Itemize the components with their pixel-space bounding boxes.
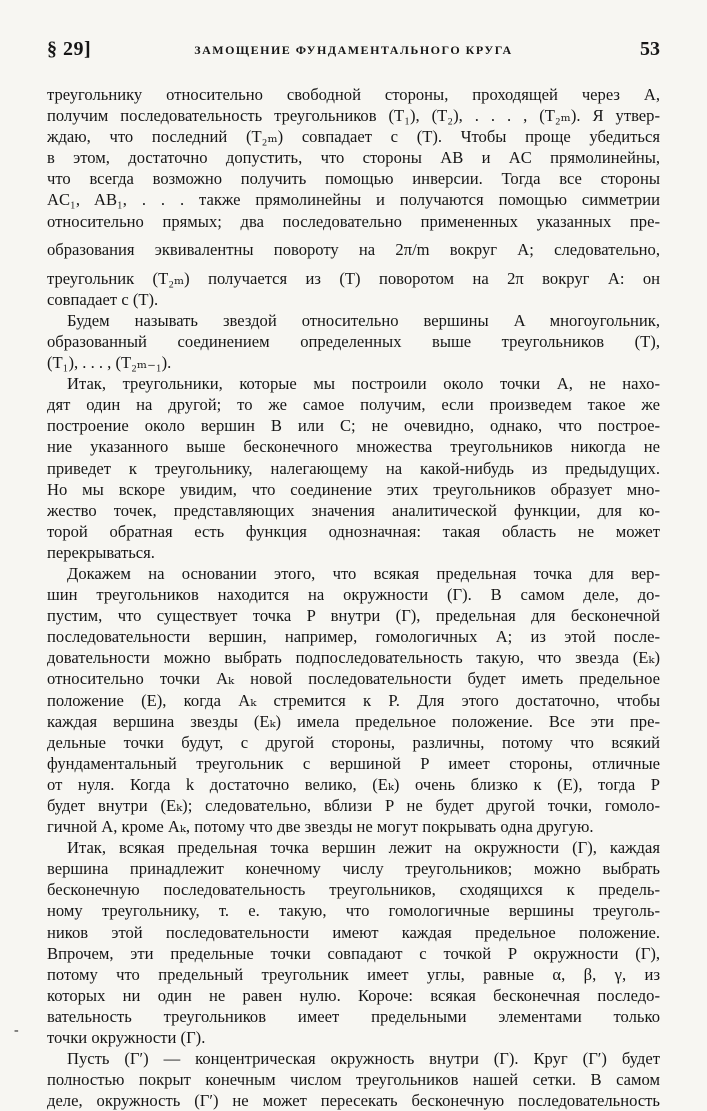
text-line: бесконечную последовательность треугольников, сходящихся к предель- <box>47 880 660 900</box>
text-line: перекрываться. <box>47 542 155 562</box>
text-line: совпадает с (T). <box>47 289 159 309</box>
text-line: торой обратная есть функция однозначная: такая область не может <box>47 521 660 541</box>
text-line: дельные точки будут, с другой стороны, различны, потому что всякий <box>47 732 660 752</box>
text-line: потому что предельный треугольник имеет углы, равные α, β, γ, из <box>47 964 660 984</box>
margin-mark: - <box>14 1023 19 1038</box>
running-header <box>47 38 660 66</box>
text-line: полностью покрыт конечным числом треугольников нашей сетки. В самом <box>47 1070 660 1090</box>
text-line: получим последовательность треугольников (T₁), (T₂), . . . , (T₂ₘ). Я утвер- <box>47 106 660 126</box>
body-text <box>47 84 660 1111</box>
text-line: построение около вершин B или C; не очевидно, однако, что построе- <box>47 416 660 436</box>
text-line: ников этой последовательности имеют каждая предельное положение. <box>47 922 660 942</box>
text-line: ждаю, что последний (T₂ₘ) совпадает с (T). Чтобы проще убедиться <box>47 127 660 147</box>
text-line: ние указанного выше бесконечного множества треугольников никогда не <box>47 437 660 457</box>
text-line: образованный соединением определенных выше треугольников (T), <box>47 331 660 351</box>
paragraph-start: Итак, всякая предельная точка вершин лежит на окружности (Γ), каждая <box>67 838 660 858</box>
text-line: довательности можно выбрать подпоследовательность такую, что звезда (Eₖ) <box>47 648 660 668</box>
text-line: треугольнику относительно свободной стороны, проходящей через A, <box>47 85 660 104</box>
text-line: точки окружности (Γ). <box>47 1028 206 1048</box>
chapter-title: ЗАМОЩЕНИЕ ФУНДАМЕНТАЛЬНОГО КРУГА <box>194 43 513 57</box>
text-line-with-fraction: образования эквивалентны повороту на 2π/m вокруг A; следовательно, <box>47 239 660 259</box>
text-line: фундаментальный треугольник с вершиной P имеет стороны, отличные <box>47 753 660 773</box>
text-line: каждая вершина звезды (Eₖ) имела предельное положение. Все эти пре- <box>47 711 660 731</box>
text-line: пустим, что существует точка P внутри (Γ), предельная для бесконечной <box>47 606 660 626</box>
section-number: § 29] <box>47 38 92 60</box>
text-line: положение (E), когда Aₖ стремится к P. Для этого достаточно, чтобы <box>47 690 660 710</box>
text-line: AC₁, AB₁, . . . также прямолинейны и получаются помощью симметрии <box>47 190 660 210</box>
text-line: треугольник (T₂ₘ) получается из (T) поворотом на 2π вокруг A: он <box>47 268 660 288</box>
text-line: деле, окружность (Γ′) не может пересекать бесконечную последовательность <box>47 1091 660 1111</box>
text-line: в этом, достаточно допустить, что стороны AB и AC прямолинейны, <box>47 148 660 168</box>
text-line: вершина принадлежит конечному числу треугольников; можно выбрать <box>47 859 660 879</box>
paragraph-start: Итак, треугольники, которые мы построили около точки A, не нахо- <box>67 374 660 394</box>
paragraph-start: Пусть (Γ′) — концентрическая окружность внутри (Γ). Круг (Γ′) будет <box>67 1049 660 1069</box>
text-line: ному треугольнику, т. е. такую, что гомологичные вершины треуголь- <box>47 901 660 921</box>
text-line: (T₁), . . . , (T₂ₘ₋₁). <box>47 353 172 373</box>
paragraph-start: Будем называть звездой относительно вершины A многоугольник, <box>67 310 660 330</box>
text-line: шин треугольников находится на окружности (Γ). В самом деле, до- <box>47 585 660 605</box>
text-line: относительно точки Aₖ новой последовательности будет иметь предельное <box>47 669 660 689</box>
text-line: гичной A, кроме Aₖ, потому что две звезды не могут покрывать одна другую. <box>47 817 594 837</box>
text-line: вательность треугольников имеет предельными элементами только <box>47 1006 660 1026</box>
page-number: 53 <box>640 38 660 60</box>
text-line: что всегда возможно получить помощью инверсии. Тогда все стороны <box>47 169 660 189</box>
text-line: будет внутри (Eₖ); следовательно, вблизи P не будет другой точки, гомоло- <box>47 796 660 815</box>
text-line: приведет к треугольнику, налегающему на какой-нибудь из предыдущих. <box>47 458 660 478</box>
text-line: последовательности вершин, например, гомологичных A; из этой после- <box>47 627 660 647</box>
text-line: которых ни один не равен нулю. Короче: всякая бесконечная последо- <box>47 985 660 1005</box>
text-line: от нуля. Когда k достаточно велико, (Eₖ) очень близко к (E), тогда P <box>47 774 660 794</box>
text-line: относительно прямых; два последовательно примененных указанных пре- <box>47 211 660 231</box>
text-line: Но мы вскоре увидим, что соединение этих треугольников образует мно- <box>47 479 660 499</box>
text-line: дят один на другой; то же самое получим, если произведем такое же <box>47 395 660 415</box>
paragraph-start: Докажем на основании этого, что всякая предельная точка для вер- <box>67 563 660 583</box>
text-line: Впрочем, эти предельные точки совпадают с точкой P окружности (Γ), <box>47 943 660 963</box>
text-line: жество точек, представляющих значения аналитической функции, для ко- <box>47 500 660 520</box>
